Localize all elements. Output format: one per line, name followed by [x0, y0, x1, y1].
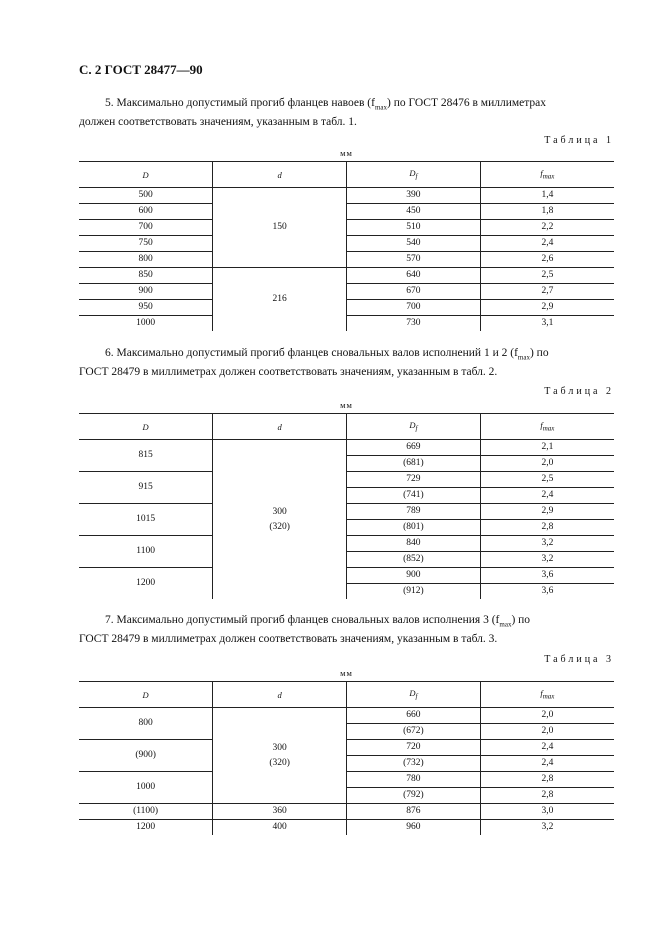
table-1-label: Таблица 1: [544, 135, 614, 146]
paragraph-5-text: 5. Максимально допустимый прогиб фланцев навоев (f: [105, 97, 375, 109]
cell-fmax: 2,0: [480, 456, 614, 472]
cell-D: 850: [79, 268, 213, 284]
cell-D: (1100): [79, 804, 213, 820]
cell-Df: 669: [347, 440, 481, 456]
table-row: [79, 440, 614, 456]
cell-D: 1000: [79, 316, 213, 332]
table-1-header-d: d: [213, 162, 347, 188]
table-3: [79, 681, 614, 835]
cell-Df: 729: [347, 472, 481, 488]
cell-fmax: 3,2: [480, 536, 614, 552]
table-row: [79, 316, 614, 332]
cell-fmax: 2,8: [480, 772, 614, 788]
paragraph-6-line2: ГОСТ 28479 в миллиметрах должен соответствовать значениям, указанным в табл. 2.: [79, 366, 498, 379]
cell-Df: (801): [347, 520, 481, 536]
cell-Df: 570: [347, 252, 481, 268]
cell-fmax: 2,7: [480, 284, 614, 300]
cell-Df: 730: [347, 316, 481, 332]
table-1-header-D: D: [79, 162, 213, 188]
table-row: [79, 252, 614, 268]
table-2: [79, 413, 614, 599]
paragraph-6: [79, 346, 614, 380]
cell-fmax: 3,6: [480, 568, 614, 584]
table-row: [79, 220, 614, 236]
cell-D: 500: [79, 188, 213, 204]
table-2-unit: мм: [340, 400, 353, 410]
paragraph-5-sub: max: [374, 103, 387, 112]
cell-d-group: 300 (320): [213, 440, 347, 600]
table-row: [79, 204, 614, 220]
cell-fmax: 2,4: [480, 488, 614, 504]
table-row: [79, 708, 614, 724]
paragraph-6-text: 6. Максимально допустимый прогиб фланцев сновальных валов исполнений 1 и 2 (f: [105, 347, 518, 359]
cell-D-group: 800: [79, 708, 213, 740]
cell-D: 1200: [79, 820, 213, 836]
page-header: С. 2 ГОСТ 28477—90: [79, 62, 203, 77]
table-2-label: Таблица 2: [544, 386, 614, 397]
cell-Df: 450: [347, 204, 481, 220]
cell-D: 600: [79, 204, 213, 220]
cell-fmax: 2,9: [480, 504, 614, 520]
cell-Df: 660: [347, 708, 481, 724]
table-2-header-fmax: $f_{max}$: [480, 414, 614, 440]
cell-D-group: 915: [79, 472, 213, 504]
table-row: [79, 188, 614, 204]
paragraph-6-sub: max: [517, 353, 530, 362]
cell-Df: (912): [347, 584, 481, 600]
cell-Df: 960: [347, 820, 481, 836]
cell-D: 950: [79, 300, 213, 316]
table-row: [79, 284, 614, 300]
cell-fmax: 2,1: [480, 440, 614, 456]
cell-fmax: 2,6: [480, 252, 614, 268]
table-3-header-Df: $D_f$: [347, 682, 481, 708]
cell-fmax: 2,8: [480, 788, 614, 804]
table-3-header-d: d: [213, 682, 347, 708]
cell-fmax: 2,4: [480, 236, 614, 252]
cell-Df: 670: [347, 284, 481, 300]
cell-fmax: 2,5: [480, 472, 614, 488]
paragraph-5-text-end: ) по ГОСТ 28476 в миллиметрах: [387, 97, 547, 109]
paragraph-6-text-end: ) по: [529, 347, 549, 359]
cell-fmax: 2,4: [480, 740, 614, 756]
paragraph-7-line2: ГОСТ 28479 в миллиметрах должен соответствовать значениям, указанным в табл. 3.: [79, 633, 498, 646]
cell-Df: 390: [347, 188, 481, 204]
table-row: [79, 568, 614, 584]
cell-D-group: 1100: [79, 536, 213, 568]
cell-Df: 720: [347, 740, 481, 756]
paragraph-5: [79, 96, 614, 130]
cell-Df: (852): [347, 552, 481, 568]
cell-D-group: (900): [79, 740, 213, 772]
cell-fmax: 2,5: [480, 268, 614, 284]
table-2-header-Df: $D_f$: [347, 414, 481, 440]
cell-Df: (681): [347, 456, 481, 472]
paragraph-7-sub: max: [499, 620, 512, 629]
table-row: [79, 804, 614, 820]
table-3-label: Таблица 3: [544, 654, 614, 665]
table-3-header-fmax: $f_{max}$: [480, 682, 614, 708]
table-1-unit: мм: [340, 148, 353, 158]
cell-fmax: 3,6: [480, 584, 614, 600]
cell-Df: 700: [347, 300, 481, 316]
table-1: [79, 161, 614, 331]
cell-d-group: 150: [213, 188, 347, 268]
paragraph-7-text-end: ) по: [511, 614, 531, 626]
table-row: [79, 772, 614, 788]
table-3-unit: мм: [340, 668, 353, 678]
table-row: [79, 268, 614, 284]
cell-fmax: 3,1: [480, 316, 614, 332]
cell-Df: 540: [347, 236, 481, 252]
cell-D: 800: [79, 252, 213, 268]
table-row: [79, 300, 614, 316]
cell-Df: 840: [347, 536, 481, 552]
cell-fmax: 1,8: [480, 204, 614, 220]
cell-Df: 876: [347, 804, 481, 820]
cell-Df: (741): [347, 488, 481, 504]
cell-D-group: 1200: [79, 568, 213, 600]
paragraph-5-line2: должен соответствовать значениям, указанным в табл. 1.: [79, 116, 357, 129]
cell-fmax: 1,4: [480, 188, 614, 204]
cell-fmax: 2,8: [480, 520, 614, 536]
cell-fmax: 3,2: [480, 820, 614, 836]
table-row: [79, 820, 614, 836]
paragraph-7-text: 7. Максимально допустимый прогиб фланцев сновальных валов исполнения 3 (f: [105, 614, 500, 626]
table-row: [79, 536, 614, 552]
cell-d-group: 216: [213, 268, 347, 332]
table-row: [79, 472, 614, 488]
table-row: [79, 740, 614, 756]
cell-d: 360: [213, 804, 347, 820]
cell-fmax: 3,2: [480, 552, 614, 568]
cell-fmax: 3,0: [480, 804, 614, 820]
cell-Df: (672): [347, 724, 481, 740]
cell-fmax: 2,0: [480, 724, 614, 740]
cell-d: 400: [213, 820, 347, 836]
table-row: [79, 236, 614, 252]
cell-d-group: 300 (320): [213, 708, 347, 804]
cell-Df: 789: [347, 504, 481, 520]
cell-D: 700: [79, 220, 213, 236]
cell-Df: (792): [347, 788, 481, 804]
cell-D: 750: [79, 236, 213, 252]
cell-D-group: 1000: [79, 772, 213, 804]
cell-fmax: 2,0: [480, 708, 614, 724]
cell-D: 900: [79, 284, 213, 300]
table-2-header-d: d: [213, 414, 347, 440]
cell-fmax: 2,9: [480, 300, 614, 316]
paragraph-7: [79, 613, 614, 647]
table-3-header-D: D: [79, 682, 213, 708]
cell-Df: 780: [347, 772, 481, 788]
cell-D-group: 815: [79, 440, 213, 472]
cell-Df: (732): [347, 756, 481, 772]
cell-fmax: 2,4: [480, 756, 614, 772]
cell-D-group: 1015: [79, 504, 213, 536]
table-row: [79, 504, 614, 520]
cell-Df: 900: [347, 568, 481, 584]
table-2-header-D: D: [79, 414, 213, 440]
cell-Df: 640: [347, 268, 481, 284]
cell-fmax: 2,2: [480, 220, 614, 236]
table-1-header-fmax: $f_{max}$: [480, 162, 614, 188]
table-1-header-Df: $D_f$: [347, 162, 481, 188]
cell-Df: 510: [347, 220, 481, 236]
